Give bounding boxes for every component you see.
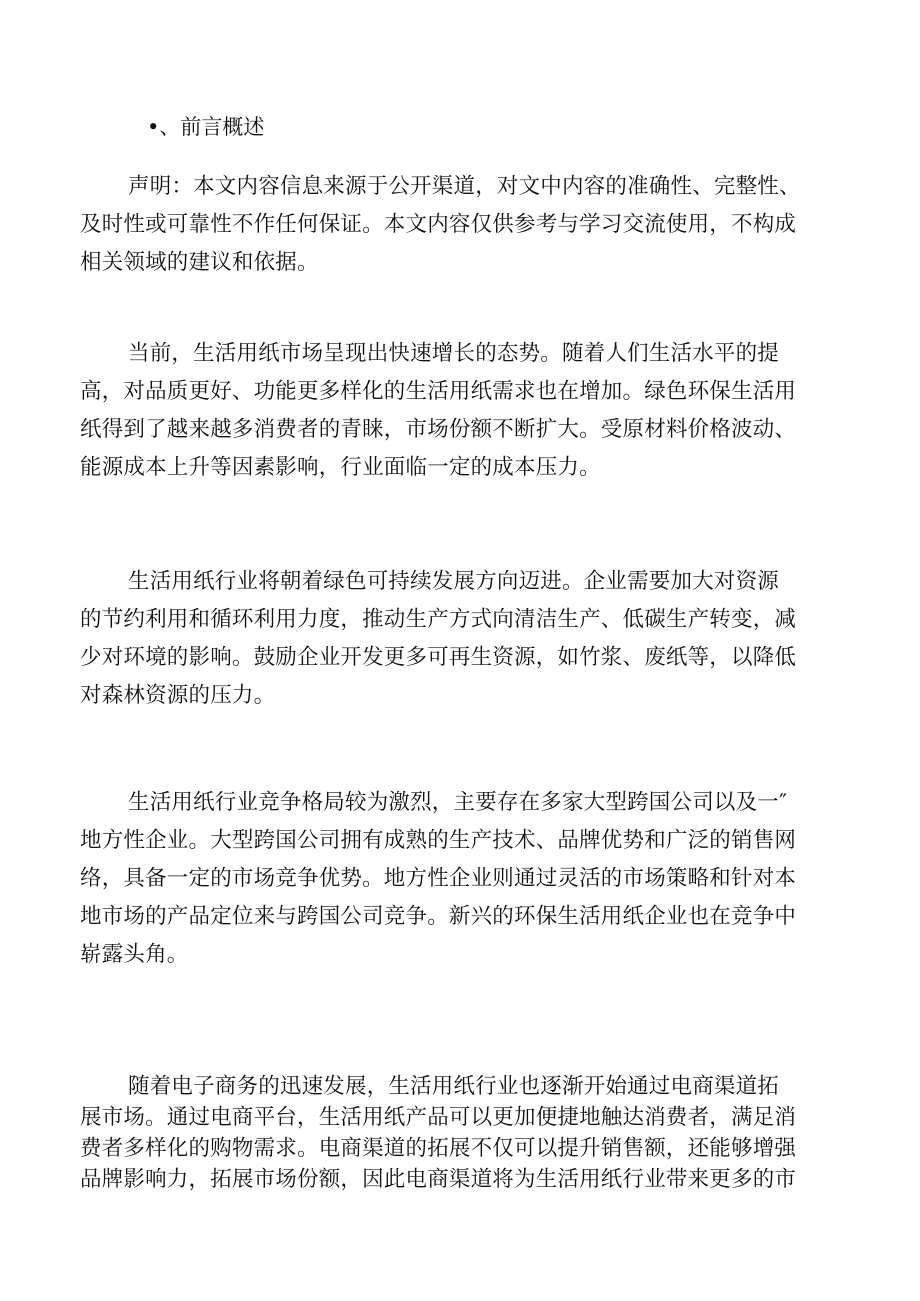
paragraph-line: 少对环境的影响。鼓励企业开发更多可再生资源，如竹浆、废纸等，以降低 [80,645,797,670]
paragraph-line: 对森林资源的压力。 [80,683,276,708]
paragraph-line: 随着电子商务的迅速发展，生活用纸行业也逐渐开始通过电商渠道拓 [128,1074,780,1099]
paragraph-line: 地方性企业。大型跨国公司拥有成熟的生产技术、品牌优势和广泛的销售网 [80,828,797,853]
paragraph-line: 的节约利用和循环利用力度，推动生产方式向清洁生产、低碳生产转变，减 [80,607,797,632]
paragraph-line: 能源成本上升等因素影响，行业面临一定的成本压力。 [80,455,601,480]
paragraph-market-status [80,335,832,487]
section-heading: •、前言概述 [147,115,265,139]
paragraph-green-development [80,563,832,715]
paragraph-line: 络，具备一定的市场竞争优势。地方性企业则通过灵活的市场策略和针对本 [80,866,797,891]
paragraph-line: 生活用纸行业竞争格局较为激烈，主要存在多家大型跨国公司以及一″ [128,790,788,815]
paragraph-line: 品牌影响力，拓展市场份额，因此电商渠道将为生活用纸行业带来更多的市 [80,1167,797,1192]
paragraph-line: 纸得到了越来越多消费者的青睐，市场份额不断扩大。受原材料价格波动、 [80,417,797,442]
paragraph-line: 地市场的产品定位来与跨国公司竞争。新兴的环保生活用纸企业也在竞争中 [80,904,797,929]
paragraph-line: 及时性或可靠性不作任何保证。本文内容仅供参考与学习交流使用，不构成 [80,212,797,237]
paragraph-line: 生活用纸行业将朝着绿色可持续发展方向迈进。企业需要加大对资源 [128,569,780,594]
paragraph-disclaimer [80,168,832,282]
paragraph-line: 高，对品质更好、功能更多样化的生活用纸需求也在增加。绿色环保生活用 [80,379,797,404]
paragraph-line: 崭露头角。 [80,942,189,967]
paragraph-line: 当前，生活用纸市场呈现出快速增长的态势。随着人们生活水平的提 [128,341,780,366]
paragraph-line: 相关领域的建议和依据。 [80,250,319,275]
paragraph-competition [80,784,832,974]
paragraph-line: 费者多样化的购物需求。电商渠道的拓展不仅可以提升销售额，还能够增强 [80,1136,797,1161]
paragraph-line: 展市场。通过电商平台，生活用纸产品可以更加便捷地触达消费者，满足消 [80,1105,797,1130]
paragraph-line: 声明：本文内容信息来源于公开渠道，对文中内容的准确性、完整性、 [128,174,801,199]
paragraph-ecommerce [80,1071,832,1195]
